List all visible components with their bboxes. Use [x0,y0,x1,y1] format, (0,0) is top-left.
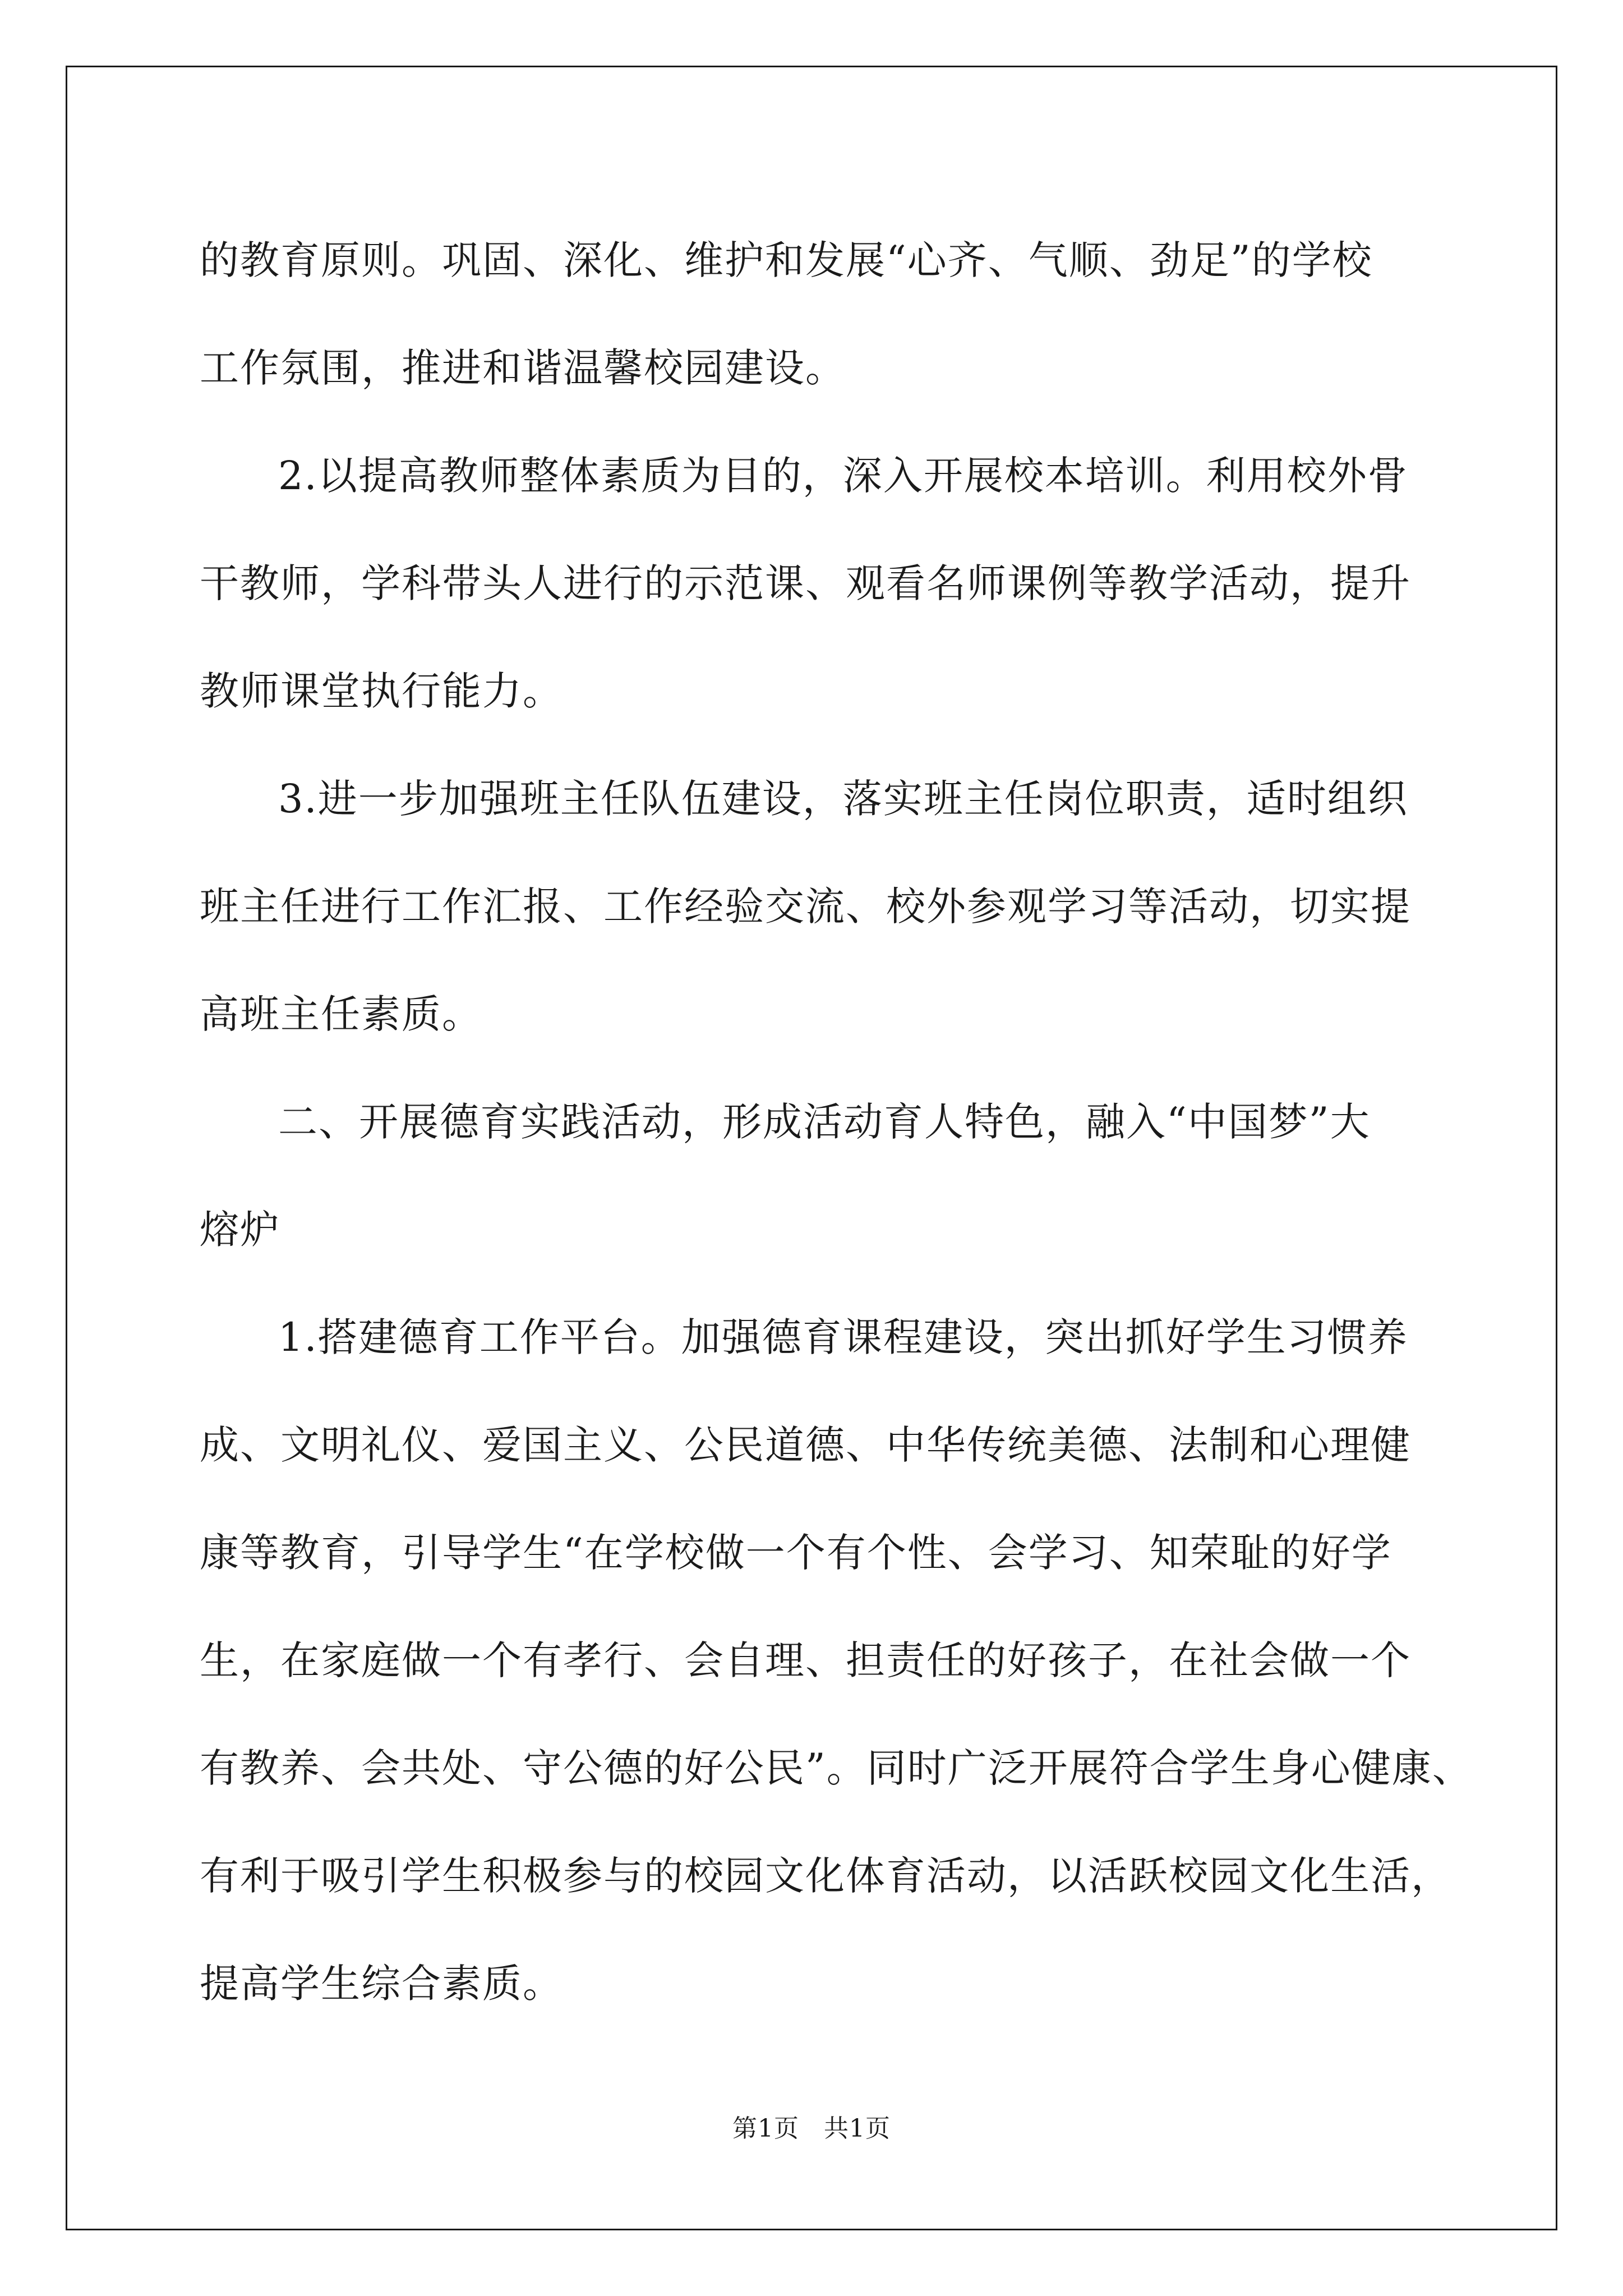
text-line: 提高学生综合素质。 [200,1961,563,2007]
text-line: 高班主任素质。 [200,991,482,1037]
text-line: 二、开展德育实践活动，形成活动育人特色，融入“中国梦”大 [278,1099,1371,1145]
text-line: 班主任进行工作汇报、工作经验交流、校外参观学习等活动，切实提 [200,884,1411,930]
text-line: 有教养、会共处、守公德的好公民”。同时广泛开展符合学生身心健康、 [200,1745,1473,1791]
text-line: 3.进一步加强班主任队伍建设，落实班主任岗位职责，适时组织 [278,776,1408,822]
paragraph-3 [200,745,1433,1068]
text-line: 2.以提高教师整体素质为目的，深入开展校本培训。利用校外骨 [278,453,1408,499]
text-line: 教师课堂执行能力。 [200,668,563,714]
text-line: 1.搭建德育工作平台。加强德育课程建设，突出抓好学生习惯养 [278,1314,1408,1360]
paragraph-1 [200,206,1433,422]
text-line: 的教育原则。巩固、深化、维护和发展“心齐、气顺、劲足”的学校 [200,237,1373,283]
text-line: 康等教育，引导学生“在学校做一个有个性、会学习、知荣耻的好学 [200,1530,1392,1576]
text-line: 有利于吸引学生积极参与的校园文化体育活动，以活跃校园文化生活， [200,1853,1451,1899]
document-body [200,206,1473,2037]
page-total: 共1页 [824,2114,891,2143]
text-line: 生，在家庭做一个有孝行、会自理、担责任的好孩子，在社会做一个 [200,1637,1411,1683]
text-line: 干教师，学科带头人进行的示范课、观看名师课例等教学活动，提升 [200,560,1411,606]
page-number: 第1页 [732,2114,799,2143]
text-line: 成、文明礼仪、爱国主义、公民道德、中华传统美德、法制和心理健 [200,1422,1411,1468]
paragraph-2 [200,422,1433,745]
text-line: 工作氛围，推进和谐温馨校园建设。 [200,345,846,391]
paragraph-4 [200,1283,1473,2037]
text-line: 熔炉 [200,1207,280,1253]
section-heading [200,1068,1433,1283]
page-footer [0,2108,1623,2144]
